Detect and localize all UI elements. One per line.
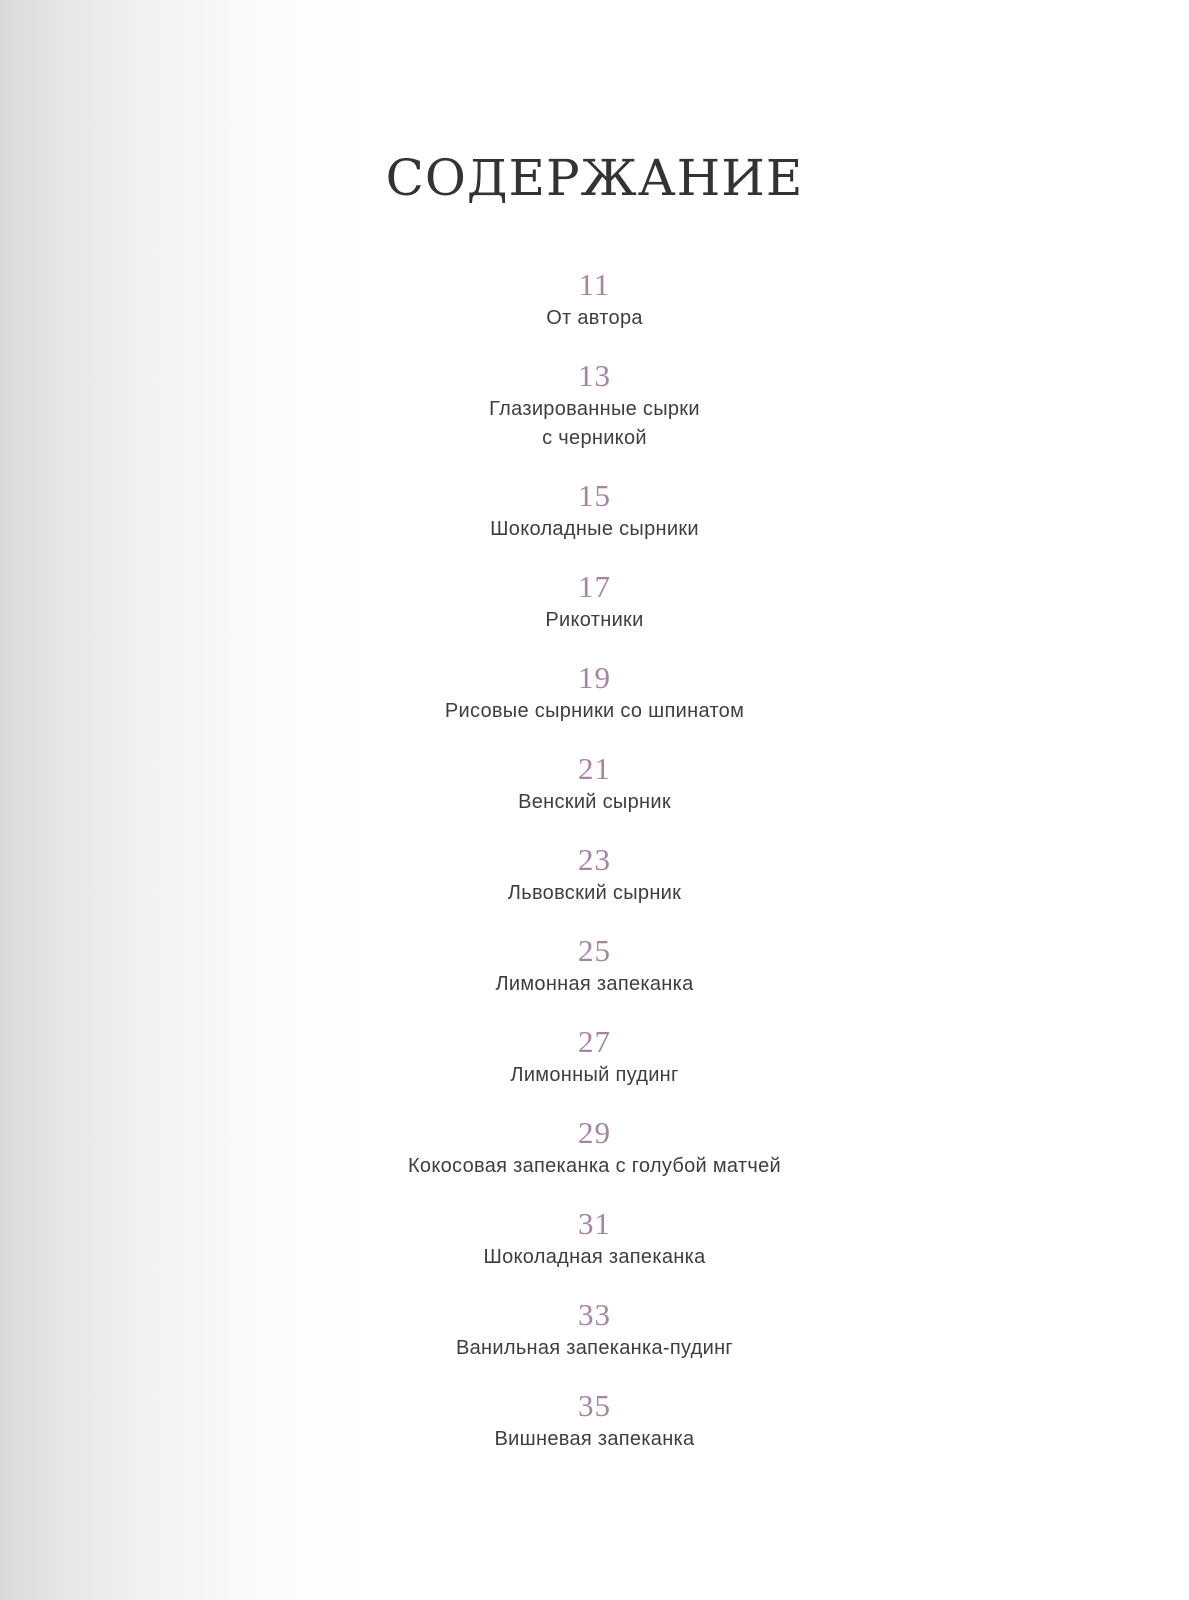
toc-page-number: 17: [578, 569, 611, 604]
toc-entry[interactable]: [0, 1025, 1189, 1090]
toc-page-number: 31: [578, 1206, 611, 1241]
toc-entry-title: [0, 1061, 1189, 1090]
toc-entry-title-line: Лимонный пудинг: [510, 1064, 679, 1086]
toc-entry-title-line: с черникой: [542, 427, 647, 449]
toc-page-number: 19: [578, 660, 611, 695]
toc-entry-title: [0, 879, 1189, 908]
toc-entry[interactable]: [0, 1298, 1189, 1363]
toc-page-number: 27: [578, 1024, 611, 1059]
toc-entry-title: [0, 1152, 1189, 1181]
toc-entry[interactable]: [0, 752, 1189, 817]
toc-entry[interactable]: [0, 1389, 1189, 1454]
toc-entry-title: [0, 1425, 1189, 1454]
toc-entry-title-line: Львовский сырник: [507, 882, 682, 904]
toc-entry-title-line: Лимонная запеканка: [495, 973, 694, 995]
table-of-contents: [0, 268, 1189, 1480]
toc-entry[interactable]: [0, 1116, 1189, 1181]
toc-entry-title-line: Глазированные сырки: [489, 398, 700, 420]
toc-entry[interactable]: [0, 843, 1189, 908]
toc-entry-title-line: Рикотники: [545, 609, 644, 631]
toc-entry-title-line: От автора: [546, 307, 643, 329]
toc-entry-title: [0, 515, 1189, 544]
toc-entry-title: [0, 970, 1189, 999]
toc-entry[interactable]: [0, 1207, 1189, 1272]
toc-entry-title: [0, 788, 1189, 817]
toc-page-number: 23: [578, 842, 611, 877]
toc-entry[interactable]: [0, 934, 1189, 999]
toc-entry-title-line: Кокосовая запеканка с голубой матчей: [407, 1155, 781, 1177]
toc-entry-title-line: Шоколадная запеканка: [483, 1246, 706, 1268]
toc-entry[interactable]: [0, 268, 1189, 333]
toc-entry-title-line: Венский сырник: [518, 791, 671, 813]
toc-page-number: 29: [578, 1115, 611, 1150]
toc-entry[interactable]: [0, 570, 1189, 635]
toc-entry-title: [0, 1334, 1189, 1363]
toc-entry-title-line: Ванильная запеканка-пудинг: [455, 1337, 734, 1359]
toc-entry-title-line: Рисовые сырники со шпинатом: [444, 700, 745, 722]
toc-page-number: 25: [578, 933, 611, 968]
toc-page-number: 35: [578, 1388, 611, 1423]
toc-page-number: 21: [578, 751, 611, 786]
toc-entry-title: [0, 1243, 1189, 1272]
toc-entry-title: [0, 304, 1189, 333]
toc-entry-title: [0, 697, 1189, 726]
toc-entry[interactable]: [0, 479, 1189, 544]
toc-page-number: 33: [578, 1297, 611, 1332]
toc-page-number: 11: [578, 267, 611, 302]
toc-page-number: 13: [578, 358, 611, 393]
toc-entry-title-line: Вишневая запеканка: [494, 1428, 695, 1450]
toc-page-number: 15: [578, 478, 611, 513]
toc-entry-title: [0, 606, 1189, 635]
toc-entry[interactable]: [0, 359, 1189, 453]
toc-entry[interactable]: [0, 661, 1189, 726]
toc-entry-title-line: Шоколадные сырники: [490, 518, 699, 540]
toc-entry-title: [0, 395, 1189, 453]
page-title: СОДЕРЖАНИЕ: [385, 149, 804, 207]
